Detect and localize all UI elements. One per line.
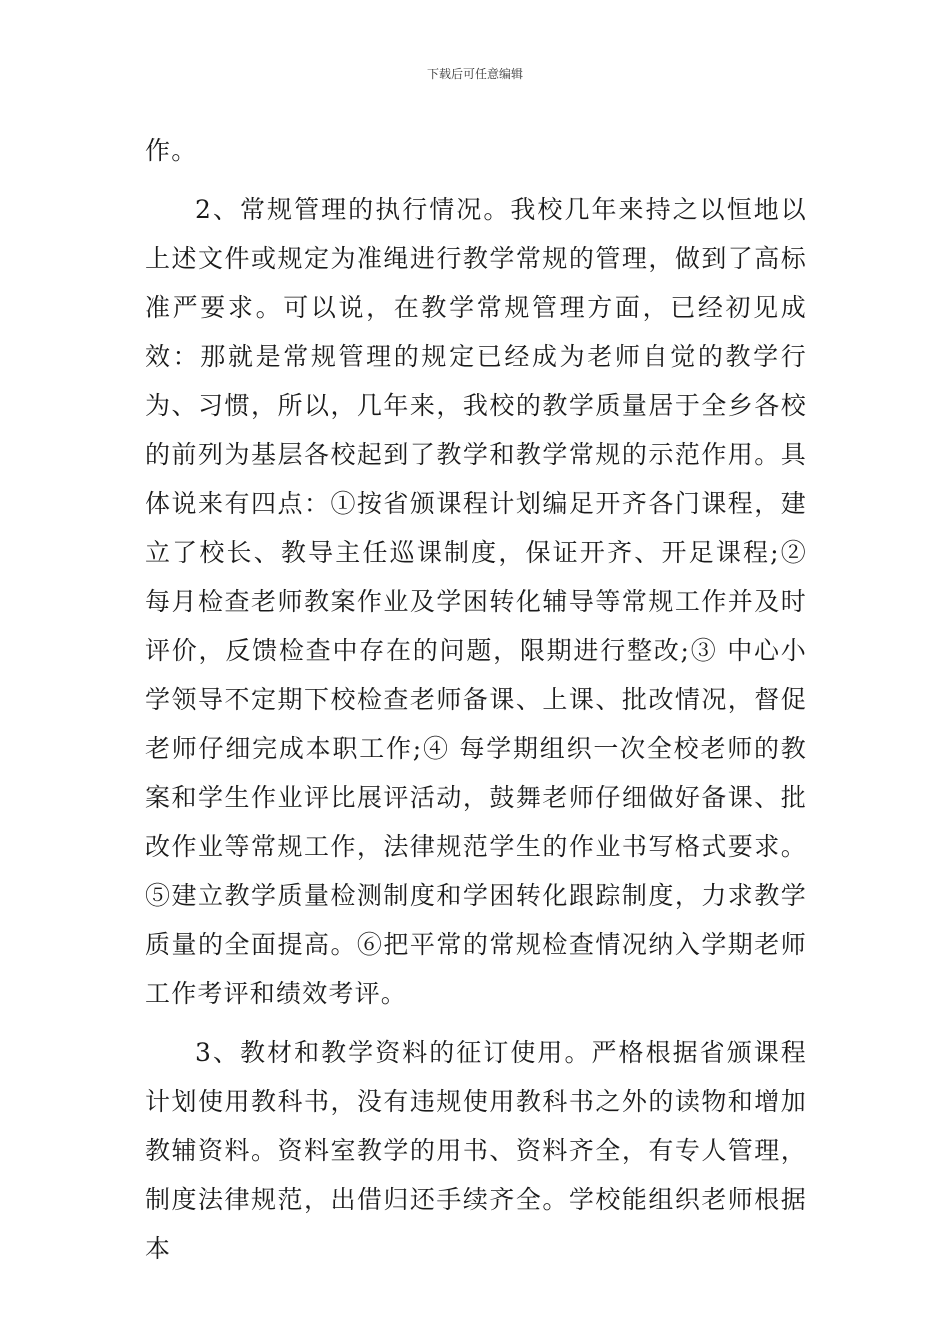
paragraph-routine-management: 2、常规管理的执行情况。我校几年来持之以恒地以上述文件或规定为准绳进行教学常规的管理，做到了高标准严要求。可以说，在教学常规管理方面，已经初见成效：那就是常规管理的规定已经成为老师自觉的教学行为、习惯，所以，几年来，我校的教学质量居于全乡各校的前列为基层各校起到了教学和教学常规的示范作用。具体说来有四点：①按省颁课程计划编足开齐各门课程，建立了校长、教导主任巡课制度，保证开齐、开足课程;② 每月检查老师教案作业及学困转化辅导等常规工作并及时评价，反馈检查中存在的问题，限期进行整改;③ 中心小学领导不定期下校检查老师备课、上课、批改情况，督促老师仔细完成本职工作;④ 每学期组织一次全校老师的教案和学生作业评比展评活动，鼓舞老师仔细做好备课、批改作业等常规工作，法律规范学生的作业书写格式要求。⑤建立教学质量检测制度和学困转化跟踪制度，力求教学质量的全面提高。⑥把平常的常规检查情况纳入学期老师工作考评和绩效考评。 bbox=[145, 195, 807, 1008]
header-note: 下载后可任意编辑 bbox=[426, 67, 523, 81]
paragraph-continuation: 作。 bbox=[145, 136, 198, 165]
document-body bbox=[145, 126, 807, 1273]
paragraph-textbook-usage: 3、教材和教学资料的征订使用。严格根据省颁课程计划使用教科书，没有违规使用教科书之外的读物和增加教辅资料。资料室教学的用书、资料齐全，有专人管理，制度法律规范，出借归还手续齐全。学校能组织老师根据本 bbox=[145, 1038, 807, 1263]
